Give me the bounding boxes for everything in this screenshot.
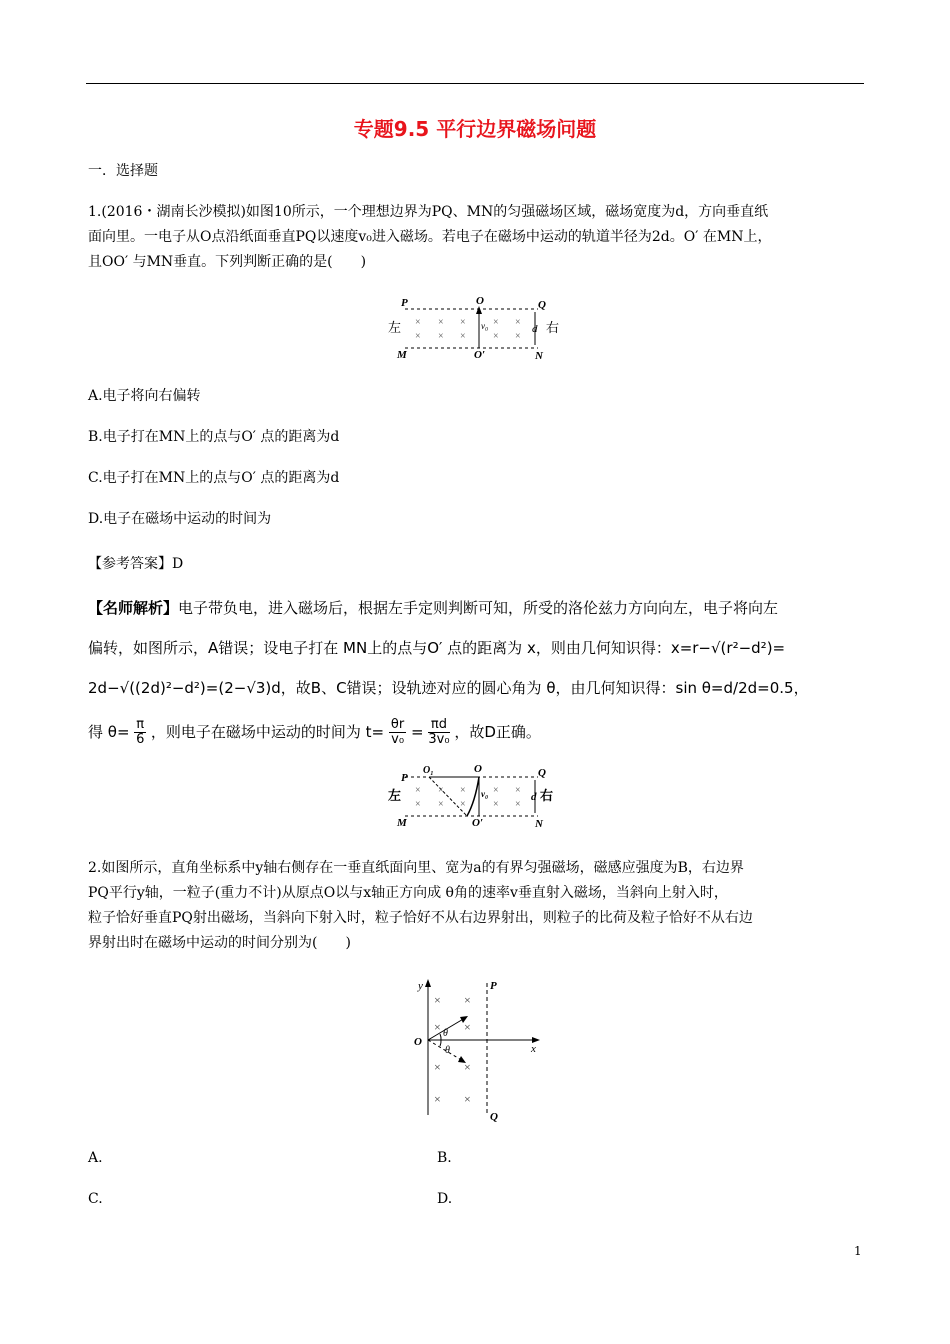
q2-option-b: B.: [437, 1150, 452, 1166]
page-number: 1: [854, 1244, 862, 1258]
label-O: O: [476, 295, 484, 307]
exp4-a: 得 θ=: [88, 723, 130, 741]
header-rule: [86, 83, 864, 84]
exp4-c: ，故D正确。: [454, 723, 541, 741]
svg-text:×: ×: [464, 1060, 471, 1074]
field-crosses: [415, 317, 521, 342]
q1-stem-line1: 1.(2016・湖南长沙模拟)如图10所示，一个理想边界为PQ、MN的匀强磁场区域，磁场宽度为d，方向垂直纸: [88, 204, 769, 220]
page-title: 专题9.5 平行边界磁场问题: [353, 117, 597, 141]
q2-label-Q: Q: [490, 1111, 498, 1123]
section-heading: 一．选择题: [88, 163, 158, 179]
svg-text:×: ×: [415, 785, 421, 796]
sol-label-left: 左: [388, 788, 402, 803]
q2-figure: [408, 975, 548, 1125]
q2-option-d: D.: [437, 1191, 453, 1207]
q2-option-a: A.: [88, 1150, 103, 1166]
label-d: d: [532, 323, 538, 335]
exp4-eq: =: [411, 723, 424, 741]
q1-solution-figure: [383, 760, 569, 832]
q2-stem-line2: PQ平行y轴，一粒子(重力不计)从原点O以与x轴正方向成 θ角的速率v垂直射入磁场，当斜向上射入时，: [88, 885, 728, 901]
q1-answer: 【参考答案】D: [88, 556, 184, 572]
explanation-tag: 【名师解析】: [88, 599, 179, 617]
svg-text:×: ×: [460, 799, 466, 810]
sol-label-P: P: [401, 772, 408, 784]
label-Q: Q: [538, 299, 546, 311]
svg-text:×: ×: [415, 331, 421, 342]
svg-text:×: ×: [460, 317, 466, 328]
q2-field-crosses: [434, 993, 471, 1106]
q2-label-P: P: [490, 980, 497, 992]
sol-label-M: M: [397, 817, 407, 829]
explanation-text-1: 电子带负电，进入磁场后，根据左手定则判断可知，所受的洛伦兹力方向向左，电子将向左: [178, 599, 779, 617]
svg-text:×: ×: [438, 799, 444, 810]
sol-label-right: 右: [540, 788, 554, 803]
svg-text:×: ×: [460, 785, 466, 796]
q1-explanation-line1: [88, 597, 778, 618]
fraction-pi-d-over-3v0: $\frac{\pi d}{\text{3v₀}}$: [428, 717, 450, 747]
svg-text:×: ×: [434, 1092, 441, 1106]
axis-label-y: y: [418, 980, 423, 992]
label-v0: v₀: [481, 321, 489, 331]
sol-label-O: O: [474, 763, 482, 775]
solution-field-crosses: [415, 785, 521, 810]
exp4-b: ，则电子在磁场中运动的时间为 t=: [150, 723, 385, 741]
q1-stem-line2: 面向里。一电子从O点沿纸面垂直PQ以速度v₀进入磁场。若电子在磁场中运动的轨道半径为2d。O′ 在MN上，: [88, 229, 772, 245]
q1-option-a: A.电子将向右偏转: [88, 388, 201, 404]
sol-label-v0: v₀: [481, 789, 489, 799]
svg-text:×: ×: [464, 1092, 471, 1106]
q1-explanation-line2: 偏转，如图所示，A错误；设电子打在 MN上的点与O′ 点的距离为 x，则由几何知识得：x=r−√(r²−d²)=: [88, 639, 786, 657]
svg-text:×: ×: [493, 785, 499, 796]
svg-text:×: ×: [460, 331, 466, 342]
svg-text:×: ×: [493, 331, 499, 342]
svg-text:×: ×: [493, 799, 499, 810]
q1-figure: [383, 292, 569, 364]
svg-text:×: ×: [434, 1060, 441, 1074]
label-M: M: [397, 349, 407, 361]
q1-option-d: D.电子在磁场中运动的时间为: [88, 511, 272, 527]
svg-text:×: ×: [515, 331, 521, 342]
q1-option-b: B.电子打在MN上的点与O′ 点的距离为d: [88, 429, 340, 445]
sol-label-N: N: [535, 818, 543, 830]
svg-text:×: ×: [434, 993, 441, 1007]
label-N: N: [535, 350, 543, 362]
sol-label-Q: Q: [538, 767, 546, 779]
svg-text:×: ×: [515, 785, 521, 796]
svg-text:×: ×: [415, 799, 421, 810]
q2-stem-line3: 粒子恰好垂直PQ射出磁场，当斜向下射入时，粒子恰好不从右边界射出，则粒子的比荷及粒子恰好不从右边: [88, 910, 753, 926]
svg-text:×: ×: [493, 317, 499, 328]
svg-text:×: ×: [415, 317, 421, 328]
q2-stem-line1: 2.如图所示，直角坐标系中y轴右侧存在一垂直纸面向里、宽为a的有界匀强磁场，磁感应强度为B，右边界: [88, 860, 744, 876]
svg-text:×: ×: [438, 331, 444, 342]
svg-text:×: ×: [438, 317, 444, 328]
label-O-prime: O′: [474, 349, 486, 361]
label-O1: O₁: [423, 765, 434, 776]
q1-option-c: C.电子打在MN上的点与O′ 点的距离为d: [88, 470, 340, 486]
svg-text:×: ×: [438, 785, 444, 796]
fraction-theta-r-over-v0: $\frac{\theta r}{\text{v₀}}$: [390, 717, 405, 747]
q1-explanation-line3: 2d−√((2d)²−d²)=(2−√3)d，故B、C错误；设轨迹对应的圆心角为 θ，由几何知识得：sin θ=d/2d=0.5，: [88, 679, 809, 697]
sol-label-d: d: [531, 791, 537, 803]
svg-text:×: ×: [515, 799, 521, 810]
q1-stem-line3: 且OO′ 与MN垂直。下列判断正确的是( ): [88, 254, 367, 270]
svg-text:×: ×: [434, 1020, 441, 1034]
q2-stem-line4: 界射出时在磁场中运动的时间分别为( ): [88, 935, 351, 951]
axis-label-x: x: [531, 1043, 536, 1055]
fraction-pi-over-6: $\frac{\pi}{6}$: [136, 717, 145, 747]
label-left: 左: [388, 320, 402, 335]
q2-label-theta-up: θ: [443, 1028, 448, 1039]
q2-label-theta-down: θ: [445, 1045, 450, 1056]
svg-text:×: ×: [464, 993, 471, 1007]
label-right: 右: [546, 320, 560, 335]
q2-option-c: C.: [88, 1191, 103, 1207]
svg-text:×: ×: [464, 1020, 471, 1034]
sol-label-O-prime: O′: [472, 817, 484, 829]
q1-explanation-line4: [88, 718, 541, 747]
q2-label-O: O: [414, 1036, 422, 1048]
svg-text:×: ×: [515, 317, 521, 328]
label-P: P: [401, 297, 408, 309]
